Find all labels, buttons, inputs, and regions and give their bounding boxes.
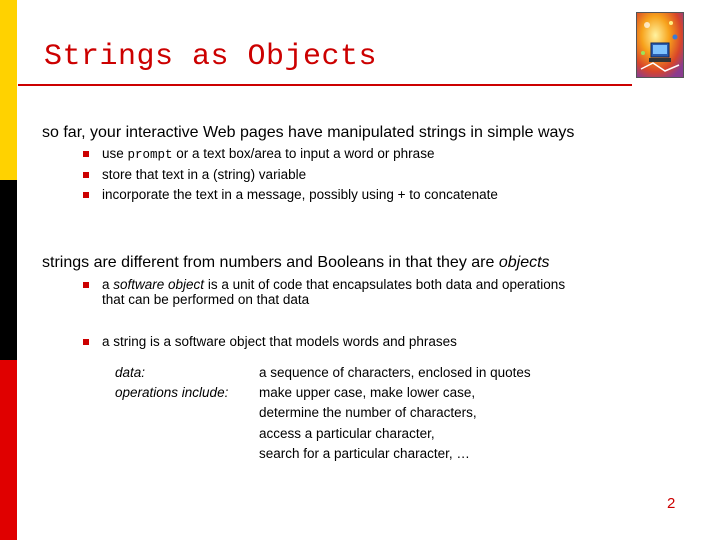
intro-bullet-1-post: or a text box/area to input a word or phrase [172,146,435,161]
data-value: a sequence of characters, enclosed in quotes [259,365,531,380]
object-bullet-1-pre: a [102,277,114,292]
side-bar-black [0,180,17,360]
operation-line: search for a particular character, … [259,446,470,461]
data-label: data: [115,365,146,380]
object-bullet-1 [102,277,565,293]
intro-bullet-2: store that text in a (string) variable [102,167,307,182]
bullet-marker [83,192,89,198]
side-bar-red [0,360,17,540]
operation-line: access a particular character, [259,426,435,441]
intro-text: so far, your interactive Web pages have manipulated strings in simple ways [42,124,575,141]
slide-title: Strings as Objects [44,40,378,74]
intro-bullet-1 [102,146,434,163]
objects-text [42,254,550,272]
page-number: 2 [667,495,676,512]
prompt-code: prompt [127,148,173,162]
objects-emphasis: objects [498,254,550,271]
bullet-marker [83,172,89,178]
side-bar-yellow [0,0,17,180]
intro-bullet-3: incorporate the text in a message, possibly using + to concatenate [102,187,498,202]
bullet-marker [83,339,89,345]
computer-collage-icon [636,12,684,78]
objects-text-pre: strings are different from numbers and Booleans in that they are [42,254,499,271]
bullet-marker [83,282,89,288]
intro-bullet-1-pre: use [102,146,128,161]
operations-label: operations include: [115,385,229,400]
bullet-marker [83,151,89,157]
title-underline [18,84,632,86]
operation-line: make upper case, make lower case, [259,385,476,400]
object-bullet-2: a string is a software object that models words and phrases [102,334,457,349]
software-object-emphasis: software object [113,277,205,292]
operation-line: determine the number of characters, [259,405,477,420]
object-bullet-1-post: is a unit of code that encapsulates both data and operations [204,277,566,292]
object-bullet-1-line2: that can be performed on that data [102,292,310,307]
